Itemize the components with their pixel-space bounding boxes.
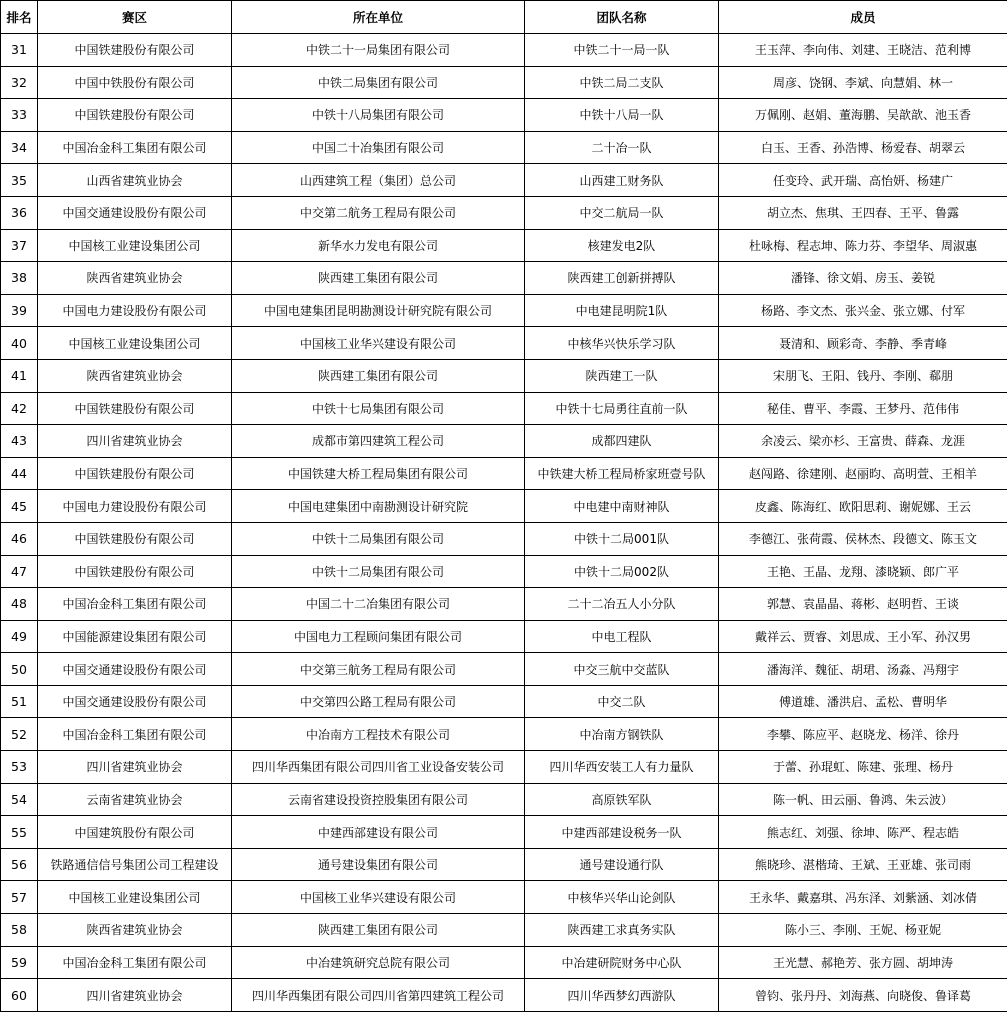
cell-zone: 中国建筑股份有限公司: [38, 816, 232, 849]
cell-members: 宋朋飞、王阳、钱丹、李刚、郗朋: [719, 359, 1007, 392]
cell-rank: 47: [1, 555, 38, 588]
cell-team: 中电建中南财神队: [525, 490, 719, 523]
cell-unit: 云南省建设投资控股集团有限公司: [232, 783, 525, 816]
cell-zone: 四川省建筑业协会: [38, 979, 232, 1012]
cell-zone: 中国冶金科工集团有限公司: [38, 946, 232, 979]
cell-unit: 中铁二局集团有限公司: [232, 66, 525, 99]
cell-members: 秘佳、曹平、李霞、王梦丹、范伟伟: [719, 392, 1007, 425]
cell-zone: 中国铁建股份有限公司: [38, 457, 232, 490]
cell-rank: 32: [1, 66, 38, 99]
cell-rank: 40: [1, 327, 38, 360]
cell-zone: 中国电力建设股份有限公司: [38, 294, 232, 327]
table-row: [1, 555, 1007, 588]
cell-team: 山西建工财务队: [525, 164, 719, 197]
table-row: [1, 392, 1007, 425]
header-row: [1, 1, 1007, 34]
cell-unit: 成都市第四建筑工程公司: [232, 425, 525, 458]
cell-team: 高原铁军队: [525, 783, 719, 816]
cell-team: 中核华兴华山论剑队: [525, 881, 719, 914]
cell-members: 曾钧、张丹丹、刘海燕、向晓俊、鲁译葛: [719, 979, 1007, 1012]
cell-unit: 中铁二十一局集团有限公司: [232, 34, 525, 67]
table-row: [1, 946, 1007, 979]
cell-rank: 52: [1, 718, 38, 751]
cell-zone: 中国铁建股份有限公司: [38, 392, 232, 425]
cell-zone: 铁路通信信号集团公司工程建设: [38, 848, 232, 881]
cell-rank: 45: [1, 490, 38, 523]
cell-zone: 中国能源建设集团有限公司: [38, 620, 232, 653]
cell-unit: 山西建筑工程（集团）总公司: [232, 164, 525, 197]
cell-unit: 中国核工业华兴建设有限公司: [232, 327, 525, 360]
cell-members: 余凌云、梁亦杉、王富贵、薛森、龙涯: [719, 425, 1007, 458]
cell-team: 中铁十二局002队: [525, 555, 719, 588]
table-row: [1, 359, 1007, 392]
table-row: [1, 588, 1007, 621]
cell-unit: 通号建设集团有限公司: [232, 848, 525, 881]
cell-members: 潘海洋、魏征、胡珺、汤淼、冯翔宇: [719, 653, 1007, 686]
table-row: [1, 99, 1007, 132]
cell-members: 杨路、李文杰、张兴金、张立娜、付军: [719, 294, 1007, 327]
table-row: [1, 522, 1007, 555]
cell-unit: 中铁十七局集团有限公司: [232, 392, 525, 425]
cell-zone: 中国冶金科工集团有限公司: [38, 131, 232, 164]
cell-rank: 60: [1, 979, 38, 1012]
cell-members: 郭慧、袁晶晶、蒋彬、赵明哲、王谈: [719, 588, 1007, 621]
table-row: [1, 620, 1007, 653]
cell-rank: 51: [1, 685, 38, 718]
cell-team: 中核华兴快乐学习队: [525, 327, 719, 360]
header-team: 团队名称: [525, 1, 719, 34]
cell-rank: 36: [1, 196, 38, 229]
cell-members: 杜咏梅、程志坤、陈力芬、李望华、周淑惠: [719, 229, 1007, 262]
cell-members: 陈小三、李刚、王妮、杨亚妮: [719, 914, 1007, 947]
cell-team: 通号建设通行队: [525, 848, 719, 881]
cell-rank: 42: [1, 392, 38, 425]
header-members: 成员: [719, 1, 1007, 34]
cell-rank: 37: [1, 229, 38, 262]
cell-members: 万佩刚、赵娟、董海鹏、吴歆歆、池玉香: [719, 99, 1007, 132]
table-row: [1, 751, 1007, 784]
cell-team: 核建发电2队: [525, 229, 719, 262]
cell-zone: 中国铁建股份有限公司: [38, 555, 232, 588]
cell-members: 熊晓珍、湛楷琦、王斌、王亚雄、张司雨: [719, 848, 1007, 881]
cell-unit: 中国电建集团昆明勘测设计研究院有限公司: [232, 294, 525, 327]
cell-unit: 中铁十二局集团有限公司: [232, 555, 525, 588]
cell-rank: 44: [1, 457, 38, 490]
cell-team: 中建西部建设税务一队: [525, 816, 719, 849]
cell-unit: 新华水力发电有限公司: [232, 229, 525, 262]
cell-rank: 35: [1, 164, 38, 197]
cell-team: 中铁十八局一队: [525, 99, 719, 132]
cell-team: 陕西建工一队: [525, 359, 719, 392]
cell-zone: 中国冶金科工集团有限公司: [38, 718, 232, 751]
cell-team: 二十冶一队: [525, 131, 719, 164]
cell-team: 二十二冶五人小分队: [525, 588, 719, 621]
cell-zone: 陕西省建筑业协会: [38, 359, 232, 392]
cell-members: 胡立杰、焦琪、王四春、王平、鲁露: [719, 196, 1007, 229]
cell-members: 潘锋、徐文娟、房玉、姜锐: [719, 262, 1007, 295]
cell-members: 赵闯路、徐建刚、赵丽昀、高明萱、王相羊: [719, 457, 1007, 490]
cell-zone: 中国核工业建设集团公司: [38, 327, 232, 360]
cell-rank: 34: [1, 131, 38, 164]
table-row: [1, 685, 1007, 718]
table-row: [1, 457, 1007, 490]
table-row: [1, 783, 1007, 816]
cell-members: 周彦、饶钢、李斌、向慧娟、林一: [719, 66, 1007, 99]
cell-zone: 中国交通建设股份有限公司: [38, 196, 232, 229]
cell-zone: 四川省建筑业协会: [38, 425, 232, 458]
cell-rank: 57: [1, 881, 38, 914]
cell-unit: 中国核工业华兴建设有限公司: [232, 881, 525, 914]
cell-rank: 49: [1, 620, 38, 653]
cell-members: 白玉、王香、孙浩博、杨爱春、胡翠云: [719, 131, 1007, 164]
cell-members: 王光慧、郝艳芳、张方圆、胡坤涛: [719, 946, 1007, 979]
cell-members: 王艳、王晶、龙翔、漆晓颖、郎广平: [719, 555, 1007, 588]
cell-unit: 四川华西集团有限公司四川省第四建筑工程公司: [232, 979, 525, 1012]
cell-zone: 陕西省建筑业协会: [38, 262, 232, 295]
cell-zone: 四川省建筑业协会: [38, 751, 232, 784]
cell-unit: 中铁十八局集团有限公司: [232, 99, 525, 132]
table-row: [1, 294, 1007, 327]
cell-rank: 39: [1, 294, 38, 327]
cell-zone: 中国冶金科工集团有限公司: [38, 588, 232, 621]
cell-team: 四川华西安装工人有力量队: [525, 751, 719, 784]
table-row: [1, 718, 1007, 751]
table-header: [1, 1, 1007, 34]
table-row: [1, 196, 1007, 229]
cell-rank: 33: [1, 99, 38, 132]
cell-team: 中交二队: [525, 685, 719, 718]
cell-unit: 中冶南方工程技术有限公司: [232, 718, 525, 751]
cell-unit: 中交第四公路工程局有限公司: [232, 685, 525, 718]
cell-members: 熊志红、刘强、徐坤、陈严、程志皓: [719, 816, 1007, 849]
cell-members: 王玉萍、李向伟、刘建、王晓洁、范利博: [719, 34, 1007, 67]
cell-unit: 陕西建工集团有限公司: [232, 262, 525, 295]
cell-team: 中冶建研院财务中心队: [525, 946, 719, 979]
table-row: [1, 66, 1007, 99]
cell-zone: 中国铁建股份有限公司: [38, 34, 232, 67]
cell-rank: 46: [1, 522, 38, 555]
table-row: [1, 262, 1007, 295]
cell-team: 四川华西梦幻西游队: [525, 979, 719, 1012]
cell-zone: 山西省建筑业协会: [38, 164, 232, 197]
table-row: [1, 848, 1007, 881]
cell-unit: 中冶建筑研究总院有限公司: [232, 946, 525, 979]
cell-zone: 中国交通建设股份有限公司: [38, 685, 232, 718]
cell-members: 傅道雄、潘洪启、孟松、曹明华: [719, 685, 1007, 718]
cell-zone: 中国中铁股份有限公司: [38, 66, 232, 99]
cell-unit: 中建西部建设有限公司: [232, 816, 525, 849]
cell-rank: 56: [1, 848, 38, 881]
table-row: [1, 816, 1007, 849]
table-row: [1, 229, 1007, 262]
cell-unit: 中国铁建大桥工程局集团有限公司: [232, 457, 525, 490]
cell-members: 聂清和、顾彩奇、李静、季青峰: [719, 327, 1007, 360]
table-body: [1, 34, 1007, 1012]
cell-unit: 中国电力工程顾问集团有限公司: [232, 620, 525, 653]
header-rank: 排名: [1, 1, 38, 34]
cell-zone: 中国交通建设股份有限公司: [38, 653, 232, 686]
cell-rank: 43: [1, 425, 38, 458]
cell-rank: 59: [1, 946, 38, 979]
header-unit: 所在单位: [232, 1, 525, 34]
table-row: [1, 34, 1007, 67]
cell-team: 成都四建队: [525, 425, 719, 458]
cell-rank: 31: [1, 34, 38, 67]
cell-zone: 中国铁建股份有限公司: [38, 99, 232, 132]
cell-unit: 中国二十二冶集团有限公司: [232, 588, 525, 621]
cell-unit: 陕西建工集团有限公司: [232, 359, 525, 392]
cell-rank: 54: [1, 783, 38, 816]
cell-zone: 中国核工业建设集团公司: [38, 881, 232, 914]
cell-zone: 中国电力建设股份有限公司: [38, 490, 232, 523]
cell-zone: 陕西省建筑业协会: [38, 914, 232, 947]
cell-team: 中电建昆明院1队: [525, 294, 719, 327]
cell-members: 陈一帆、田云丽、鲁鸿、朱云波）: [719, 783, 1007, 816]
cell-members: 任变玲、武开瑞、高怡妍、杨建广: [719, 164, 1007, 197]
cell-team: 中铁十二局001队: [525, 522, 719, 555]
cell-members: 于蕾、孙琨虹、陈建、张理、杨丹: [719, 751, 1007, 784]
cell-team: 中冶南方钢铁队: [525, 718, 719, 751]
cell-team: 中铁十七局勇往直前一队: [525, 392, 719, 425]
cell-rank: 58: [1, 914, 38, 947]
cell-rank: 38: [1, 262, 38, 295]
cell-members: 王永华、戴嘉琪、冯东泽、刘紫涵、刘冰倩: [719, 881, 1007, 914]
cell-zone: 云南省建筑业协会: [38, 783, 232, 816]
table-row: [1, 425, 1007, 458]
cell-rank: 50: [1, 653, 38, 686]
table-row: [1, 653, 1007, 686]
cell-team: 中铁二局二支队: [525, 66, 719, 99]
cell-team: 陕西建工求真务实队: [525, 914, 719, 947]
cell-unit: 中铁十二局集团有限公司: [232, 522, 525, 555]
cell-team: 陕西建工创新拼搏队: [525, 262, 719, 295]
table-row: [1, 131, 1007, 164]
cell-unit: 中国二十冶集团有限公司: [232, 131, 525, 164]
cell-members: 李攀、陈应平、赵晓龙、杨洋、徐丹: [719, 718, 1007, 751]
cell-rank: 48: [1, 588, 38, 621]
header-zone: 赛区: [38, 1, 232, 34]
cell-team: 中电工程队: [525, 620, 719, 653]
table-row: [1, 881, 1007, 914]
cell-members: 李德江、张荷霞、侯林杰、段德文、陈玉文: [719, 522, 1007, 555]
table-row: [1, 327, 1007, 360]
cell-unit: 陕西建工集团有限公司: [232, 914, 525, 947]
table-row: [1, 164, 1007, 197]
cell-zone: 中国铁建股份有限公司: [38, 522, 232, 555]
cell-rank: 55: [1, 816, 38, 849]
cell-zone: 中国核工业建设集团公司: [38, 229, 232, 262]
cell-rank: 41: [1, 359, 38, 392]
table-row: [1, 979, 1007, 1012]
table-row: [1, 490, 1007, 523]
table-row: [1, 914, 1007, 947]
cell-rank: 53: [1, 751, 38, 784]
cell-unit: 中国电建集团中南勘测设计研究院: [232, 490, 525, 523]
cell-team: 中交三航中交蓝队: [525, 653, 719, 686]
cell-unit: 中交第二航务工程局有限公司: [232, 196, 525, 229]
cell-team: 中铁建大桥工程局桥家班壹号队: [525, 457, 719, 490]
cell-team: 中交二航局一队: [525, 196, 719, 229]
cell-unit: 中交第三航务工程局有限公司: [232, 653, 525, 686]
cell-members: 皮鑫、陈海红、欧阳思莉、谢妮娜、王云: [719, 490, 1007, 523]
cell-unit: 四川华西集团有限公司四川省工业设备安装公司: [232, 751, 525, 784]
cell-members: 戴祥云、贾睿、刘思成、王小军、孙汉男: [719, 620, 1007, 653]
cell-team: 中铁二十一局一队: [525, 34, 719, 67]
